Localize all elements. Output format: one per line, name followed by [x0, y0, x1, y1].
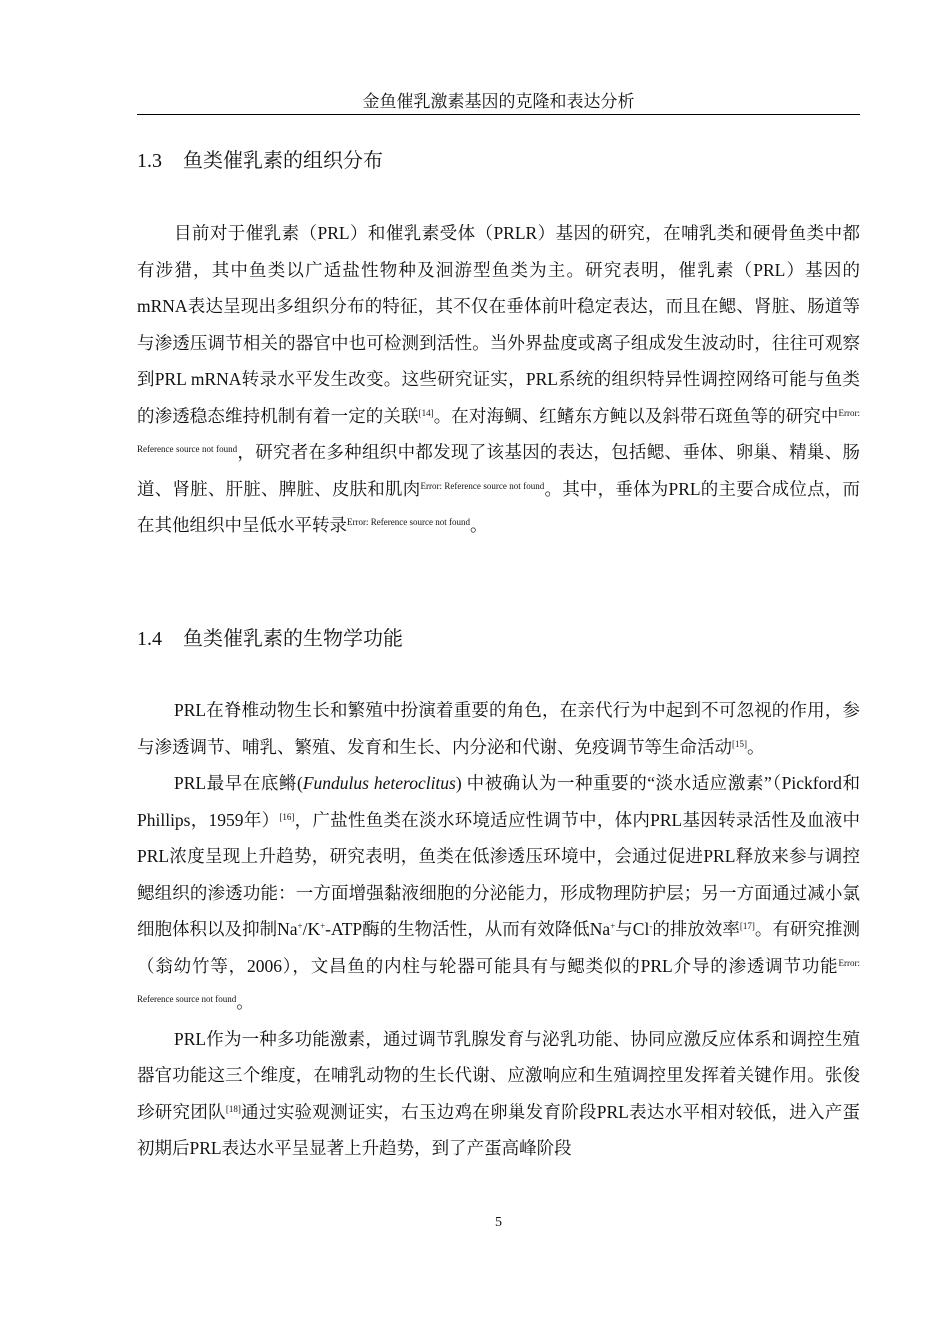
- text-run: PRL最早在底鳉(: [174, 773, 303, 793]
- page-number: 5: [495, 1215, 502, 1230]
- text-run: 的排放效率: [652, 919, 740, 939]
- citation: [17]: [739, 921, 755, 931]
- ion-charge: +: [610, 921, 616, 931]
- citation-error: Error: Reference source not found: [347, 517, 470, 527]
- text-run: PRL作为一种多功能激素，通过调节乳腺发育与泌乳功能、协同应激反应体系和调控生殖器官功能这三个维度，在哺乳动物的生长代谢、应激响应和生殖调控里发挥着关键作用。张俊珍研究团队: [137, 1028, 860, 1122]
- citation: [14]: [418, 407, 434, 418]
- citation: [18]: [225, 1103, 241, 1114]
- paragraph: [137, 692, 860, 765]
- citation-error: Error: Reference source not found: [137, 407, 861, 454]
- text-run: 与Cl: [615, 919, 650, 939]
- section-number: 1.4: [137, 628, 162, 650]
- paragraph: [137, 1021, 860, 1167]
- section-title: 鱼类催乳素的组织分布: [183, 150, 383, 172]
- paragraph: [137, 765, 860, 1021]
- section-title: 鱼类催乳素的生物学功能: [183, 628, 403, 650]
- text-run: 。有研究推测（翁幼竹等，2006），文昌鱼的内柱与轮器可能具有与鳃类似的PRL介导的渗透调节功能: [137, 919, 860, 976]
- text-run: 目前对于催乳素（PRL）和催乳素受体（PRLR）基因的研究，在哺乳类和硬骨鱼类中都有涉猎，其中鱼类以广适盐性物种及洄游型鱼类为主。研究表明，催乳素（PRL）基因的mRNA表达呈现出多组织分布的特征，其不仅在垂体前叶稳定表达，而且在鳃、肾脏、肠道等与渗透压调节相关的器官中也可检测到活性。当外界盐度或离子组成发生波动时，往往可观察到PRL mRNA转录水平发生改变。这些研究证实，PRL系统的组织特异性调控网络可能与鱼类的渗透稳态维持机制有着一定的关联: [137, 223, 860, 426]
- section-1-3-body: [137, 215, 860, 544]
- text-run: 。: [469, 515, 488, 535]
- text-run: ，广盐性鱼类在淡水环境适应性调节中，体内PRL基因转录活性及血液中PRL浓度呈现上升趋势，研究表明，鱼类在低渗透压环境中，会通过促进PRL释放来参与调控鳃组织的渗透功能：一方面增强黏液细胞的分泌能力，形成物理防护层；另一方面通过减小氯细胞体积以及抑制Na: [137, 809, 860, 939]
- citation: [16]: [279, 811, 295, 822]
- text-run: ) 中被确认为一种重要的“淡水适应激素”（Pickford和 Phillips，1959年）: [137, 773, 860, 830]
- text-run: ，研究者在多种组织中都发现了该基因的表达，包括鳃、垂体、卵巢、精巢、肠道、肾脏、肝脏、脾脏、皮肤和肌肉: [137, 442, 860, 499]
- section-number: 1.3: [137, 150, 162, 172]
- text-run: 。在对海鲷、红鳍东方鲀以及斜带石斑鱼等的研究中: [433, 405, 839, 426]
- text-run: PRL在脊椎动物生长和繁殖中扮演着重要的角色，在亲代行为中起到不可忽视的作用，参与渗透调节、哺乳、繁殖、发育和生长、内分泌和代谢、免疫调节等生命活动: [137, 700, 860, 757]
- header-rule: [137, 114, 860, 115]
- section-heading-1-4: [137, 626, 860, 652]
- citation-error: Error: Reference source not found: [420, 480, 545, 491]
- species-name: Fundulus heteroclitus: [302, 773, 456, 793]
- section-1-4-body: [137, 692, 860, 1167]
- ion-charge: -: [649, 921, 653, 931]
- running-header-title: 金鱼催乳激素基因的克隆和表达分析: [362, 92, 635, 111]
- text-run: 。其中，垂体为PRL的主要合成位点，而在其他组织中呈低水平转录: [137, 478, 861, 535]
- text-run: 通过实验观测证实，右玉边鸡在卵巢发育阶段PRL表达水平相对较低，进入产蛋初期后PRL表达水平呈显著上升趋势，到了产蛋高峰阶段: [137, 1101, 861, 1158]
- ion-charge: +: [297, 921, 303, 931]
- citation-error: Error: Reference source not found: [137, 957, 860, 1004]
- citation: [15]: [732, 738, 747, 749]
- section-heading-1-3: [137, 148, 860, 174]
- ion-charge: +: [320, 921, 326, 931]
- text-run: 。: [747, 736, 765, 757]
- text-run: 。: [236, 992, 254, 1012]
- text-run: -ATP酶的生物活性，从而有效降低Na: [325, 919, 611, 939]
- text-run: /K: [302, 919, 321, 939]
- paragraph: [137, 215, 860, 544]
